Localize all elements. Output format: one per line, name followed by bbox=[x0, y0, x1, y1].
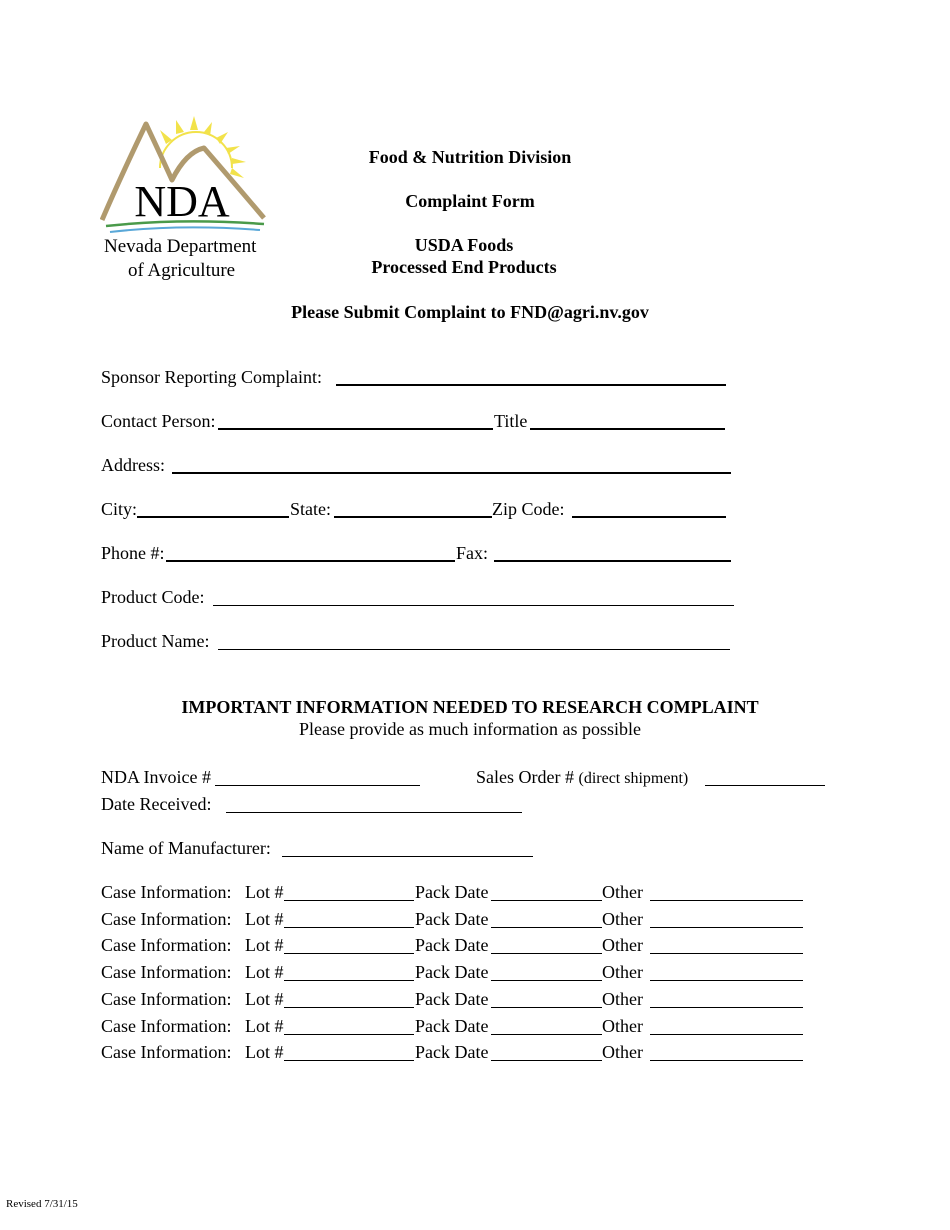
lot-label: Lot # bbox=[245, 909, 284, 929]
fax-label: Fax: bbox=[456, 543, 489, 563]
zip-label: Zip Code: bbox=[492, 499, 565, 519]
case-info-label: Case Information: bbox=[101, 935, 232, 955]
address-label: Address: bbox=[101, 455, 165, 475]
pack-date-field[interactable] bbox=[491, 953, 602, 954]
invoice-field[interactable] bbox=[215, 785, 420, 786]
subtitle-usda-foods: USDA Foods bbox=[414, 235, 514, 255]
other-field[interactable] bbox=[650, 927, 803, 928]
sponsor-field[interactable] bbox=[336, 384, 726, 386]
pack-date-field[interactable] bbox=[491, 900, 602, 901]
pack-date-field[interactable] bbox=[491, 1060, 602, 1061]
city-field[interactable] bbox=[137, 516, 289, 518]
lot-field[interactable] bbox=[284, 1034, 414, 1035]
case-info-label: Case Information: bbox=[101, 882, 232, 902]
lot-label: Lot # bbox=[245, 882, 284, 902]
lot-field[interactable] bbox=[284, 953, 414, 954]
sales-order-note: (direct shipment) bbox=[578, 770, 689, 787]
other-label: Other bbox=[602, 935, 643, 955]
title-label: Title bbox=[494, 411, 528, 431]
case-info-label: Case Information: bbox=[101, 1016, 232, 1036]
product-code-label: Product Code: bbox=[101, 587, 205, 607]
important-subheading: Please provide as much information as possible bbox=[299, 719, 641, 739]
contact-person-field[interactable] bbox=[218, 428, 493, 430]
revised-date: Revised 7/31/15 bbox=[6, 1198, 78, 1210]
fax-field[interactable] bbox=[494, 560, 731, 562]
case-info-label: Case Information: bbox=[101, 989, 232, 1009]
pack-date-label: Pack Date bbox=[415, 989, 489, 1009]
product-name-field[interactable] bbox=[218, 649, 730, 650]
pack-date-label: Pack Date bbox=[415, 882, 489, 902]
pack-date-field[interactable] bbox=[491, 927, 602, 928]
other-label: Other bbox=[602, 1042, 643, 1062]
lot-field[interactable] bbox=[284, 1007, 414, 1008]
phone-label: Phone #: bbox=[101, 543, 165, 563]
sales-order-text: Sales Order # bbox=[476, 767, 574, 787]
pack-date-label: Pack Date bbox=[415, 909, 489, 929]
state-field[interactable] bbox=[334, 516, 492, 518]
important-heading: IMPORTANT INFORMATION NEEDED TO RESEARCH COMPLAINT bbox=[181, 697, 759, 717]
other-label: Other bbox=[602, 1016, 643, 1036]
pack-date-field[interactable] bbox=[491, 980, 602, 981]
lot-label: Lot # bbox=[245, 1042, 284, 1062]
phone-field[interactable] bbox=[166, 560, 455, 562]
lot-field[interactable] bbox=[284, 980, 414, 981]
case-info-label: Case Information: bbox=[101, 962, 232, 982]
address-field[interactable] bbox=[172, 472, 731, 474]
subtitle-processed: Processed End Products bbox=[371, 257, 557, 277]
sponsor-label: Sponsor Reporting Complaint: bbox=[101, 367, 323, 387]
logo-abbrev: NDA bbox=[134, 177, 230, 226]
state-label: State: bbox=[290, 499, 331, 519]
title-field[interactable] bbox=[530, 428, 725, 430]
form-title: Complaint Form bbox=[405, 191, 535, 211]
lot-label: Lot # bbox=[245, 962, 284, 982]
nda-logo bbox=[100, 108, 270, 288]
other-label: Other bbox=[602, 989, 643, 1009]
logo-line2: of Agriculture bbox=[128, 260, 236, 281]
other-label: Other bbox=[602, 962, 643, 982]
case-info-label: Case Information: bbox=[101, 909, 232, 929]
division-title: Food & Nutrition Division bbox=[368, 147, 572, 167]
lot-label: Lot # bbox=[245, 935, 284, 955]
pack-date-label: Pack Date bbox=[415, 935, 489, 955]
date-received-label: Date Received: bbox=[101, 794, 212, 814]
pack-date-label: Pack Date bbox=[415, 962, 489, 982]
other-field[interactable] bbox=[650, 1060, 803, 1061]
product-name-label: Product Name: bbox=[101, 631, 210, 651]
sales-order-field[interactable] bbox=[705, 785, 825, 786]
other-field[interactable] bbox=[650, 1034, 803, 1035]
zip-field[interactable] bbox=[572, 516, 726, 518]
manufacturer-label: Name of Manufacturer: bbox=[101, 838, 271, 858]
lot-field[interactable] bbox=[284, 927, 414, 928]
logo-line1: Nevada Department bbox=[104, 236, 257, 257]
sales-order-label bbox=[476, 767, 688, 788]
mountain-sun-icon bbox=[100, 108, 270, 238]
pack-date-label: Pack Date bbox=[415, 1042, 489, 1062]
pack-date-field[interactable] bbox=[491, 1007, 602, 1008]
invoice-label: NDA Invoice # bbox=[101, 767, 211, 787]
other-field[interactable] bbox=[650, 900, 803, 901]
contact-person-label: Contact Person: bbox=[101, 411, 216, 431]
lot-label: Lot # bbox=[245, 989, 284, 1009]
lot-label: Lot # bbox=[245, 1016, 284, 1036]
other-label: Other bbox=[602, 882, 643, 902]
city-label: City: bbox=[101, 499, 138, 519]
date-received-field[interactable] bbox=[226, 812, 522, 813]
manufacturer-field[interactable] bbox=[282, 856, 533, 857]
other-field[interactable] bbox=[650, 980, 803, 981]
other-field[interactable] bbox=[650, 953, 803, 954]
pack-date-field[interactable] bbox=[491, 1034, 602, 1035]
other-label: Other bbox=[602, 909, 643, 929]
lot-field[interactable] bbox=[284, 1060, 414, 1061]
case-info-label: Case Information: bbox=[101, 1042, 232, 1062]
pack-date-label: Pack Date bbox=[415, 1016, 489, 1036]
product-code-field[interactable] bbox=[213, 605, 734, 606]
other-field[interactable] bbox=[650, 1007, 803, 1008]
submit-note: Please Submit Complaint to FND@agri.nv.gov bbox=[291, 302, 649, 322]
lot-field[interactable] bbox=[284, 900, 414, 901]
